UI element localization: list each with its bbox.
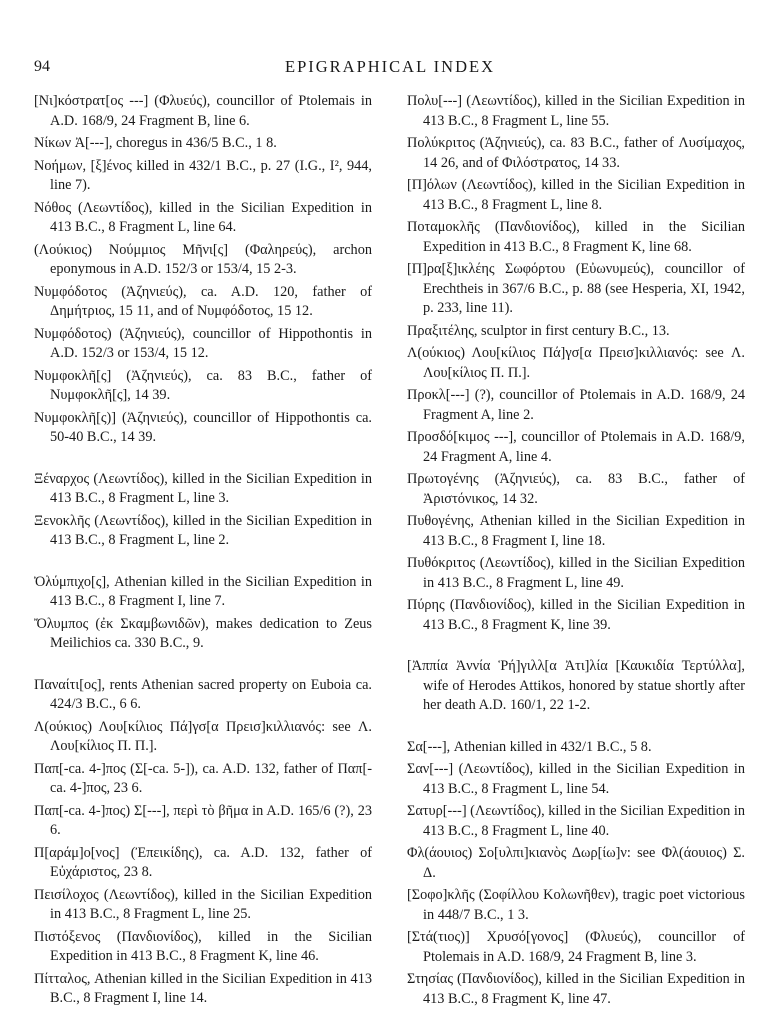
index-entry: Νίκων Ἀ[---], choregus in 436/5 B.C., 1 8. [34,135,277,151]
index-entry: (Λούκιος) Νούμμιος Μῆνι[ς] (Φαληρεύς), archon eponymous in A.D. 152/3 or 153/4, 15 2-3. [34,241,372,277]
index-entry: Νυμφοκλῆ[ς)] (Ἀζηνιεύς), councillor of Hippothontis ca. 50-40 B.C., 14 39. [34,409,372,445]
index-entry: Σατυρ[---] (Λεωντίδος), killed in the Sicilian Expedition in 413 B.C., 8 Fragment L, line 40. [407,803,745,839]
index-entry: [Π]ρα[ξ]ικλέης Σωφόρτου (Εὐωνυμεύς), councillor of Erechtheis in 367/6 B.C., p. 88 (see Hesperia, XI, 1942, p. 233, line 11). [407,261,745,316]
index-column-right [407,92,745,1012]
index-entry: Νυμφοκλῆ[ς] (Ἀζηνιεύς), ca. 83 B.C., father of Νυμφοκλῆ[ς], 14 39. [34,367,372,403]
index-entry: Ὀλύμπιχο[ς], Athenian killed in the Sicilian Expedition in 413 B.C., 8 Fragment I, line 7. [34,573,372,609]
index-entry: Φλ(άουιος) Σο[υλπι]κιανὸς Δωρ[ίω]ν: see Φλ(άουιος) Σ. Δ. [407,845,745,881]
index-entry: Νυμφόδοτος) (Ἀζηνιεύς), councillor of Hippothontis in A.D. 152/3 or 153/4, 15 12. [34,325,372,361]
index-entry: Πιστόξενος (Πανδιονίδος), killed in the Sicilian Expedition in 413 B.C., 8 Fragment K, line 46. [34,928,372,964]
index-entry: Νοήμων, [ξ]ένος killed in 432/1 B.C., p. 27 (I.G., I², 944, line 7). [34,157,372,193]
index-entry: Νυμφόδοτος (Ἀζηνιεύς), ca. A.D. 120, father of Δημήτριος, 15 11, and of Νυμφόδοτος, 15 12. [34,283,372,319]
index-entry: [Ἀππία Ἀννία Ῥή]γιλλ[α Ἀτι]λία [Καυκιδία Τερτύλλα], wife of Herodes Attikos, honored by statue shortly after her death A.D. 160/1, 22 1-2. [407,658,745,713]
index-entry: Παπ[-ca. 4-]πος) Σ[---], περὶ τὸ βῆμα in A.D. 165/6 (?), 23 6. [34,802,372,838]
index-entry: Λ(ούκιος) Λου[κίλιος Πά]γσ[α Πρεισ]κιλλιανός: see Λ. Λου[κίλιος Π. Π.]. [407,345,745,381]
index-entry: Πολύκριτος (Ἀζηνιεύς), ca. 83 B.C., father of Λυσίμαχος, 14 26, and of Φιλόστρατος, 14 33. [407,135,745,171]
index-entry: Στησίας (Πανδιονίδος), killed in the Sicilian Expedition in 413 B.C., 8 Fragment K, line 47. [407,971,745,1007]
index-entry: Πυθόκριτος (Λεωντίδος), killed in the Sicilian Expedition in 413 B.C., 8 Fragment L, line 49. [407,555,745,591]
index-entry: Σαν[---] (Λεωντίδος), killed in the Sicilian Expedition in 413 B.C., 8 Fragment L, line 54. [407,761,745,797]
index-entry: Πυθογένης, Athenian killed in the Sicilian Expedition in 413 B.C., 8 Fragment I, line 18. [407,513,745,549]
index-entry: Πύρης (Πανδιονίδος), killed in the Sicilian Expedition in 413 B.C., 8 Fragment K, line 39. [407,597,745,633]
page-number: 94 [34,58,50,75]
index-entry: Σα[---], Athenian killed in 432/1 B.C., 5 8. [407,738,652,755]
index-entry: [Π]όλων (Λεωντίδος), killed in the Sicilian Expedition in 413 B.C., 8 Fragment L, line 8. [407,177,745,213]
index-entry: Πεισίλοχος (Λεωντίδος), killed in the Sicilian Expedition in 413 B.C., 8 Fragment L, line 25. [34,886,372,922]
index-entry: Νόθος (Λεωντίδος), killed in the Sicilian Expedition in 413 B.C., 8 Fragment L, line 64. [34,199,372,235]
index-column-left [34,92,372,1012]
index-entry: [Νι]κόστρατ[ος ---] (Φλυεύς), councillor of Ptolemais in A.D. 168/9, 24 Fragment B, line 6. [34,93,372,129]
index-entry: [Σοφο]κλῆς (Σοφίλλου Κολωνῆθεν), tragic poet victorious in 448/7 B.C., 1 3. [407,887,745,923]
index-entry: Ποταμοκλῆς (Πανδιονίδος), killed in the Sicilian Expedition in 413 B.C., 8 Fragment K, line 68. [407,219,745,255]
index-entry: Ὄλυμπος (ἐκ Σκαμβωνιδῶν), makes dedication to Zeus Meilichios ca. 330 B.C., 9. [34,615,372,651]
index-entry: Πολυ[---] (Λεωντίδος), killed in the Sicilian Expedition in 413 B.C., 8 Fragment L, line 55. [407,93,745,129]
running-head: EPIGRAPHICAL INDEX [284,57,495,76]
index-entry: [Στά(τιος)] Χρυσό[γονος] (Φλυεύς), councillor of Ptolemais in A.D. 168/9, 24 Fragment B, line 3. [407,929,745,965]
index-entry: Παπ[-ca. 4-]πος (Σ[-ca. 5-]), ca. A.D. 132, father of Παπ[-ca. 4-]πος, 23 6. [34,760,372,796]
index-entry: Πρωτογένης (Ἀζηνιεύς), ca. 83 B.C., father of Ἀριστόνικος, 14 32. [407,471,745,507]
index-entry: Παναίτι[ος], rents Athenian sacred property on Euboia ca. 424/3 B.C., 6 6. [34,676,372,712]
index-entry: Π[αράμ]ο[νος] (Ἐπεικίδης), ca. A.D. 132, father of Εὐχάριστος, 23 8. [34,844,372,880]
index-entry: Πίτταλος, Athenian killed in the Sicilian Expedition in 413 B.C., 8 Fragment I, line 14. [34,970,372,1006]
index-entry: Πραξιτέλης, sculptor in first century B.C., 13. [407,322,670,339]
index-entry: Ξενοκλῆς (Λεωντίδος), killed in the Sicilian Expedition in 413 B.C., 8 Fragment L, line 2. [34,512,372,548]
index-entry: Προκλ[---] (?), councillor of Ptolemais in A.D. 168/9, 24 Fragment A, line 2. [407,387,745,423]
index-entry: Λ(ούκιος) Λου[κίλιος Πά]γσ[α Πρεισ]κιλλιανός: see Λ. Λου[κίλιος Π. Π.]. [34,718,372,754]
index-entry: Ξέναρχος (Λεωντίδος), killed in the Sicilian Expedition in 413 B.C., 8 Fragment L, line 3. [34,470,372,506]
index-entry: Προσδό[κιμος ---], councillor of Ptolemais in A.D. 168/9, 24 Fragment A, line 4. [407,429,745,465]
